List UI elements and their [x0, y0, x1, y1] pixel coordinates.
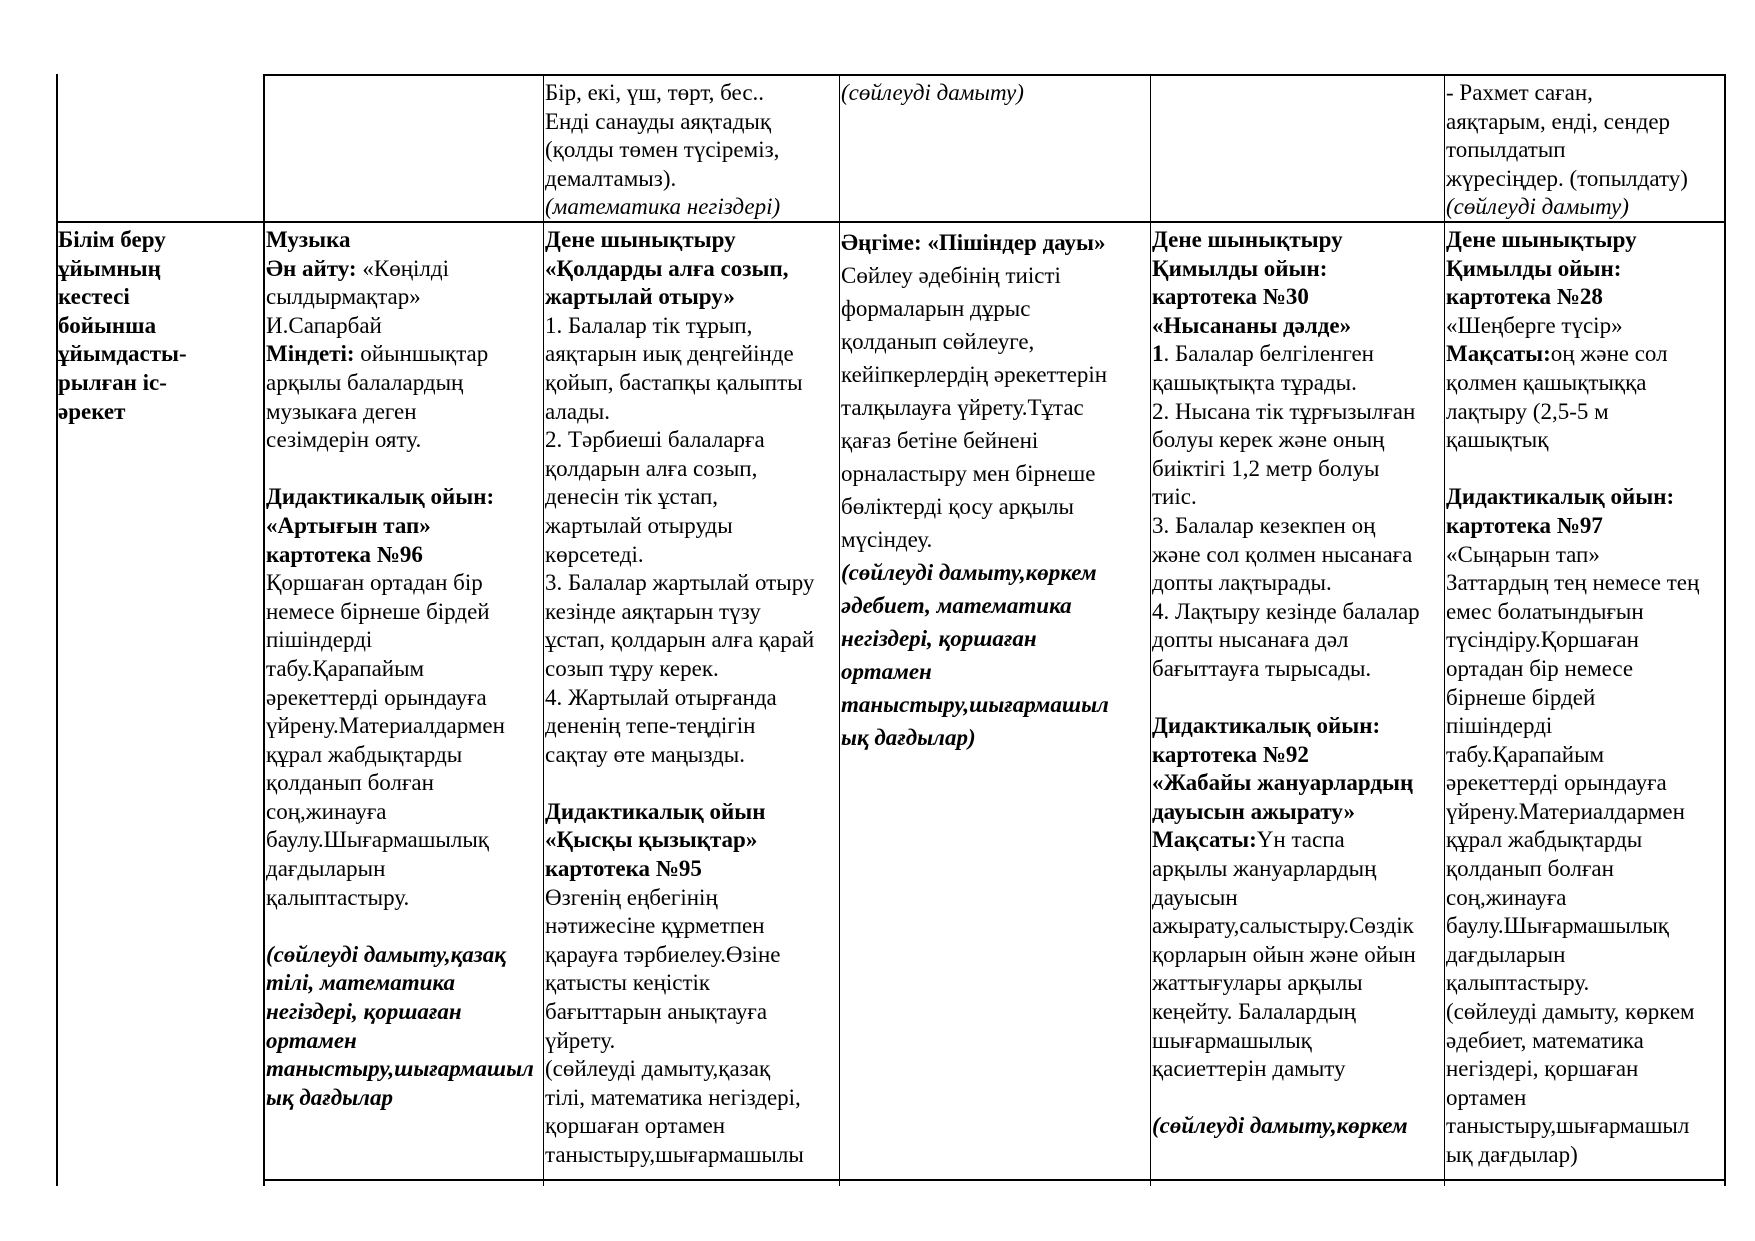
text-line: талқылауға үйрету.Тұтас	[841, 395, 1084, 420]
text-line: жартылай отыруды	[545, 512, 733, 538]
blank-line	[266, 912, 542, 941]
text-line: 3. Балалар кезекпен оң	[1152, 512, 1376, 538]
text-line: картотека №28	[1446, 284, 1603, 310]
text-line: арқылы жануарлардың	[1152, 856, 1377, 882]
text-line: (сөйлеуді дамыту)	[1446, 194, 1629, 219]
text-line: (сөйлеуді дамыту,көркем	[841, 560, 1097, 585]
text-line: сезімдерін ояту.	[266, 427, 422, 453]
text-line: Дидактикалық ойын	[545, 798, 766, 824]
text-line: допты нысанаға дәл	[1152, 627, 1349, 653]
text-line: қағаз бетіне бейнені	[841, 428, 1039, 453]
text-line: кезінде аяқтарын түзу	[545, 598, 761, 624]
text-line: аяқтарын иық деңгейінде	[545, 341, 794, 367]
text-line: тілі, математика негіздері,	[545, 1084, 801, 1110]
text-line: шығармашылық	[1152, 1027, 1312, 1053]
text-line: И.Сапарбай	[266, 312, 382, 338]
top-row-col6-cell	[1446, 79, 1723, 219]
text-line: Дидактикалық ойын:	[266, 484, 495, 510]
text-line: (сөйлеуді дамыту,қазақ	[266, 941, 506, 967]
text-run: . Балалар белгіленген	[1163, 341, 1374, 367]
text-line: Қимылды ойын:	[1446, 255, 1622, 281]
text-line: үйрену.Материалдармен	[266, 713, 505, 739]
text-line: ортадан бір немесе	[1446, 655, 1634, 681]
text-line: көрсетеді.	[545, 541, 644, 567]
text-line: 3. Балалар жартылай отыру	[545, 570, 815, 596]
text-line: негіздері, қоршаған	[1446, 1056, 1639, 1082]
text-line: кейіпкерлердің әрекеттерін	[841, 362, 1108, 387]
text-line: таныстыру,шығармашыл	[1446, 1113, 1690, 1139]
text-line: таныстыру,шығармашылы	[545, 1142, 804, 1167]
table-border-bottom	[263, 1179, 1726, 1181]
text-run: Мақсаты:	[1152, 827, 1257, 853]
text-line: әрекеттерді орындауға	[1446, 770, 1667, 796]
text-run: «Көңілді	[362, 255, 449, 281]
text-line: кеңейту. Балалардың	[1152, 999, 1356, 1025]
row-label-line: рылған іс-	[58, 369, 167, 395]
text-line: аяқтарым, енді, сендер	[1446, 108, 1671, 134]
text-line: қолданып сөйлеуге,	[841, 329, 1035, 354]
text-line: түсіндіру.Қоршаған	[1446, 627, 1639, 653]
text-line: сылдырмақтар»	[266, 284, 421, 310]
text-run: 1	[1152, 341, 1164, 367]
text-line: «Артығын тап»	[266, 512, 431, 538]
text-line: орналастыру мен бірнеше	[841, 461, 1096, 486]
text-line: арқылы балалардың	[266, 369, 464, 395]
text-line: «Шеңберге түсір»	[1446, 312, 1623, 338]
text-line: формаларын дұрыс	[841, 296, 1031, 321]
text-line: Қоршаған ортадан бір	[266, 570, 483, 596]
text-line: допты лақтырады.	[1152, 570, 1332, 596]
blank-line	[1446, 455, 1723, 484]
text-line: (сөйлеуді дамыту,қазақ	[545, 1056, 771, 1082]
text-line: және сол қолмен нысанаға	[1152, 541, 1413, 567]
table-column-divider	[1444, 74, 1445, 1186]
row-label-line: Білім беру	[58, 227, 166, 252]
text-line: картотека №96	[266, 541, 423, 567]
table-column-divider	[263, 74, 265, 1186]
text-line: 2. Тәрбиеші балаларға	[545, 427, 765, 453]
text-line: әдебиет, математика	[1446, 1027, 1644, 1053]
text-line: әрекеттерді орындауға	[266, 684, 487, 710]
text-line: болуы керек және оның	[1152, 427, 1385, 453]
text-line: денесін тік ұстап,	[545, 484, 719, 510]
text-line: құрал жабдықтарды	[266, 741, 463, 767]
physical-education-game-cell	[1152, 226, 1443, 1176]
row-label-line: кестесі	[58, 284, 130, 310]
table-row-divider	[56, 221, 1726, 223]
text-line: ық дағдылар)	[1446, 1142, 1578, 1167]
text-line: бағыттарын анықтауға	[545, 999, 768, 1025]
text-line: пішіндерді	[266, 627, 373, 653]
text-line: топылдатып	[1446, 137, 1566, 163]
text-line: «Нысананы дәлде»	[1152, 312, 1352, 338]
text-line: құрал жабдықтарды	[1446, 827, 1643, 853]
text-line: емес болатындығын	[1446, 598, 1644, 624]
physical-education-cell	[545, 226, 837, 1176]
text-line: (қолды төмен түсіреміз,	[545, 137, 780, 163]
text-run: Мақсаты:	[1446, 341, 1551, 367]
text-line: ортамен	[266, 1027, 357, 1053]
text-line: Дене шынықтыру	[1446, 227, 1637, 252]
text-line	[266, 340, 542, 369]
text-run: Міндеті:	[266, 341, 361, 367]
text-line	[1152, 340, 1443, 369]
text-line: соң,жинауға	[1446, 884, 1567, 910]
text-line: мүсіндеу.	[841, 527, 933, 552]
text-line: биіктігі 1,2 метр болуы	[1152, 455, 1380, 481]
text-line: (сөйлеуді дамыту, көркем	[1446, 999, 1695, 1025]
row-label-line: ұйымның	[58, 255, 161, 281]
table-border-right	[1724, 74, 1726, 1186]
text-line: табу.Қарапайым	[1446, 741, 1605, 767]
text-line: ық дағдылар	[266, 1084, 393, 1110]
text-line: музыкаға деген	[266, 398, 417, 424]
table-column-divider	[839, 74, 840, 1186]
text-line: ортамен	[841, 659, 932, 684]
text-line: сақтау өте маңызды.	[545, 741, 745, 767]
table-border-top	[263, 74, 1726, 76]
text-line	[1152, 826, 1443, 855]
text-line: дағдыларын	[266, 856, 386, 882]
text-line: қасиеттерін дамыту	[1152, 1056, 1346, 1082]
text-line: дененің тепе-теңдігін	[545, 713, 756, 739]
text-line: үйрету.	[545, 1027, 616, 1053]
text-line: дағдыларын	[1446, 941, 1566, 967]
text-line: негіздері, қоршаған	[841, 626, 1037, 651]
text-line: 1. Балалар тік тұрып,	[545, 312, 753, 338]
text-line: соң,жинауға	[266, 798, 387, 824]
text-line: (сөйлеуді дамыту)	[841, 80, 1024, 105]
text-line: картотека №92	[1152, 741, 1309, 767]
row-label-cell	[58, 226, 261, 1176]
top-row-col3-cell	[545, 79, 837, 219]
text-line: жартылай отыру»	[545, 284, 735, 310]
text-line: бөліктерді қосу арқылы	[841, 494, 1074, 519]
text-line: 2. Нысана тік тұрғызылған	[1152, 398, 1416, 424]
text-line: бағыттауға тырысады.	[1152, 655, 1372, 681]
text-line: Дидактикалық ойын:	[1152, 713, 1381, 739]
text-line: қарауға тәрбиелеу.Өзіне	[545, 941, 781, 967]
text-line: қалыптастыру.	[266, 884, 410, 910]
music-cell	[266, 226, 542, 1176]
conversation-cell	[841, 226, 1148, 1176]
text-line: Дене шынықтыру	[545, 227, 736, 252]
text-line: қорларын ойын және ойын	[1152, 941, 1416, 967]
blank-line	[1152, 684, 1443, 713]
text-line: баулу.Шығармашылық	[266, 827, 489, 853]
blank-line	[1152, 1084, 1443, 1113]
text-line: жүресіңдер. (топылдату)	[1446, 165, 1688, 191]
text-line: қолмен қашықтыққа	[1446, 369, 1647, 395]
text-line: ұстап, қолдарын алға қарай	[545, 627, 815, 653]
text-line: қашықтық	[1446, 427, 1549, 453]
text-line: бірнеше бірдей	[1446, 684, 1596, 710]
text-line: лақтыру (2,5-5 м	[1446, 398, 1609, 424]
text-line: созып тұру керек.	[545, 655, 719, 681]
text-line: немесе бірнеше бірдей	[266, 598, 490, 624]
text-line: ық дағдылар)	[841, 725, 976, 750]
text-line: «Жабайы жануарлардың	[1152, 770, 1414, 796]
text-run: оң және сол	[1550, 341, 1668, 367]
text-line: 4. Лақтыру кезінде балалар	[1152, 598, 1420, 624]
row-label-line: бойынша	[58, 312, 157, 338]
table-column-divider	[543, 74, 544, 1186]
text-line: тілі, математика	[266, 970, 455, 996]
blank-line	[266, 455, 542, 484]
top-row-col4-cell	[841, 79, 1148, 219]
physical-education-game-cell-2	[1446, 226, 1723, 1176]
text-line: қолдарын алға созып,	[545, 455, 758, 481]
text-line: дауысын ажырату»	[1152, 798, 1355, 824]
text-line: қолданып болған	[1446, 856, 1614, 882]
text-line: табу.Қарапайым	[266, 655, 425, 681]
text-line: Заттардың тең немесе тең	[1446, 570, 1700, 596]
text-run: Ән айту:	[266, 255, 363, 281]
text-line: Музыка	[266, 227, 351, 252]
row-label-line: әрекет	[58, 398, 126, 424]
text-line: таныстыру,шығармашыл	[266, 1056, 534, 1082]
text-line: ортамен	[1446, 1084, 1527, 1110]
text-line: «Сыңарын тап»	[1446, 541, 1600, 567]
text-line: Дидактикалық ойын:	[1446, 484, 1675, 510]
text-line: картотека №95	[545, 856, 702, 882]
text-line: Әңгіме: «Пішіндер дауы»	[841, 230, 1106, 255]
text-line: үйрену.Материалдармен	[1446, 798, 1685, 824]
text-line: (сөйлеуді дамыту,көркем	[1152, 1113, 1408, 1139]
table-column-divider	[1150, 74, 1151, 1186]
text-line: 4. Жартылай отырғанда	[545, 684, 777, 710]
text-line: қатысты кеңістік	[545, 970, 711, 996]
text-line: баулу.Шығармашылық	[1446, 913, 1669, 939]
text-line	[266, 255, 542, 284]
blank-line	[545, 769, 837, 798]
text-line: қалыптастыру.	[1446, 970, 1590, 996]
text-line: Бір, екі, үш, төрт, бес..	[545, 80, 765, 105]
text-line: пішіндерді	[1446, 713, 1553, 739]
text-line: дауысын	[1152, 884, 1238, 910]
text-line: қоршаған ортамен	[545, 1113, 726, 1139]
text-line: негіздері, қоршаған	[266, 999, 462, 1025]
text-line: Қимылды ойын:	[1152, 255, 1328, 281]
text-line: картотека №30	[1152, 284, 1309, 310]
text-line: Енді санауды аяқтадық	[545, 108, 772, 134]
text-line: тиіс.	[1152, 484, 1197, 510]
text-line: «Қысқы қызықтар»	[545, 827, 758, 853]
text-line: (математика негіздері)	[545, 194, 781, 219]
text-line: - Рахмет саған,	[1446, 80, 1593, 105]
text-line: Өзгенің еңбегінің	[545, 884, 718, 910]
text-line: жаттығулары арқылы	[1152, 970, 1363, 996]
text-line: ажырату,салыстыру.Сөздік	[1152, 913, 1414, 939]
text-run: ойыншықтар	[360, 341, 489, 367]
text-line: алады.	[545, 398, 611, 424]
text-line: әдебиет, математика	[841, 593, 1072, 618]
text-run: Үн таспа	[1256, 827, 1345, 853]
row-label-line: ұйымдасты-	[58, 341, 187, 367]
text-line: қолданып болған	[266, 770, 434, 796]
text-line: «Қолдарды алға созып,	[545, 255, 789, 281]
text-line: Сөйлеу әдебінің тиісті	[841, 263, 1061, 288]
text-line: демалтамыз).	[545, 165, 677, 191]
text-line: Дене шынықтыру	[1152, 227, 1343, 252]
text-line: нәтижесіне құрметпен	[545, 913, 765, 939]
text-line: қашықтықта тұрады.	[1152, 369, 1357, 395]
text-line	[1446, 340, 1723, 369]
text-line: таныстыру,шығармашыл	[841, 692, 1109, 717]
text-line: картотека №97	[1446, 512, 1603, 538]
text-line: қойып, бастапқы қалыпты	[545, 369, 803, 395]
